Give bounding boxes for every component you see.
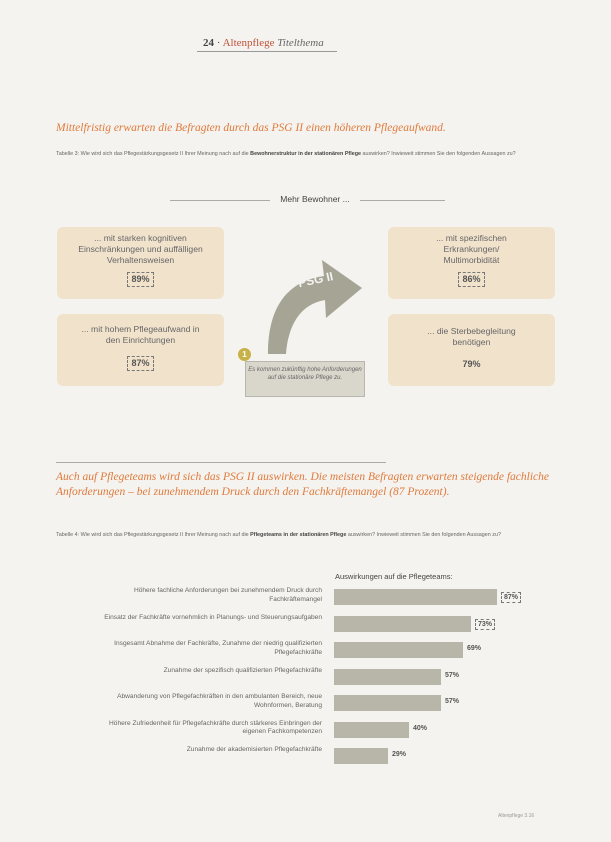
note-box: Es kommen zukünftig hohe Anforderungen auf die stationäre Pflege zu. — [245, 361, 365, 397]
stat-box-care-effort — [57, 314, 224, 386]
bar — [334, 669, 441, 685]
footer-text: Altenpflege 3.16 — [498, 813, 535, 819]
stat-box-text: ... die Sterbebegleitung benötigen — [427, 326, 516, 347]
stat-box-cognitive — [57, 227, 224, 299]
center-rule-right — [360, 200, 445, 201]
bar-category-label: Höhere Zufriedenheit für Pflegefachkräfte durch stärkeres Einbringen der eigenen Fachkompetenzen — [109, 719, 322, 735]
section-name: Altenpflege — [222, 37, 275, 49]
bar-category-label: Höhere fachliche Anforderungen bei zunehmendem Druck durch Fachkräftemangel — [133, 587, 322, 603]
bar-category-label: Abwanderung von Pflegefachkräften in den ambulanten Bereich, neue Wohnformen, Beratung — [117, 693, 322, 709]
chart-title: Auswirkungen auf die Pflegeteams: — [335, 572, 453, 581]
header-separator: · — [216, 37, 223, 49]
section1-heading: Mittelfristig erwarten die Befragten durch das PSG II einen höheren Pflegeaufwand. — [56, 122, 446, 134]
section-divider — [56, 462, 386, 463]
bar-category-label: Zunahme der akademisierten Pflegefachkräfte — [186, 746, 322, 753]
section2-heading: Auch auf Pflegeteams wird sich das PSG II auswirken. Die meisten Befragten erwarten steigende fachliche Anforderungen – bei zunehmendem Druck durch den Fachkräftemangel (87 Prozent). — [56, 471, 550, 498]
stat-box-text: ... mit starken kognitiven Einschränkungen und auffälligen Verhaltensweisen — [78, 233, 203, 265]
bar-value-label: 57% — [445, 671, 460, 679]
bar — [334, 695, 441, 711]
bar — [334, 589, 497, 605]
bar-value-label: 87% — [501, 592, 521, 603]
bar-value-label: 69% — [467, 645, 482, 652]
psg-arrow-icon — [258, 236, 378, 356]
note-number-badge: 1 — [238, 348, 251, 361]
bar-value-label: 29% — [392, 751, 407, 758]
center-label: Mehr Bewohner ... — [280, 194, 350, 204]
bar-category-label: Zunahme der spezifisch qualifizierten Pflegefachkräfte — [163, 666, 322, 674]
stat-box-value: 86% — [458, 272, 484, 287]
header-rule — [197, 51, 337, 52]
section1-question: Tabelle 3: Wie wird sich das Pflegestärkungsgesetz II Ihrer Meinung nach auf die Bewohnerstruktur in der stationären Pflege auswirken? Inwieweit stimmen Sie den folgenden Aussagen zu? — [56, 151, 516, 157]
stat-box-value: 87% — [127, 356, 153, 371]
section2-question: Tabelle 4: Wie wird sich das Pflegestärkungsgesetz II Ihrer Meinung nach auf die Pflegeteams in der stationären Pflege auswirken? Inwieweit stimmen Sie den folgenden Aussagen zu? — [56, 532, 501, 538]
center-rule-left — [170, 200, 270, 201]
topic-name: Titelthema — [277, 37, 324, 49]
bar — [334, 722, 409, 738]
stat-box-multimorbidity — [388, 227, 555, 299]
bar — [334, 748, 388, 764]
bar-category-label: Einsatz der Fachkräfte vornehmlich in Planungs- und Steuerungsaufgaben — [104, 613, 322, 621]
bar-value-label: 73% — [475, 619, 495, 630]
bar — [334, 616, 471, 632]
bar — [334, 642, 463, 658]
bar-value-label: 57% — [445, 698, 460, 705]
bar-category-label: Insgesamt Abnahme der Fachkräfte, Zunahme der niedrig qualifizierten Pflegefachkräfte — [114, 640, 322, 656]
page-number: 24 — [203, 37, 214, 49]
arrow-label: PSG II — [296, 269, 335, 291]
running-header — [203, 37, 324, 49]
stat-box-text: ... mit spezifischen Erkrankungen/ Multimorbidität — [436, 233, 507, 265]
stat-box-text: ... mit hohem Pflegeaufwand in den Einrichtungen — [81, 324, 200, 345]
stat-box-value: 89% — [127, 272, 153, 287]
stat-box-end-of-life — [388, 314, 555, 386]
bar-value-label: 40% — [413, 724, 428, 732]
stat-box-value: 79% — [462, 359, 481, 369]
